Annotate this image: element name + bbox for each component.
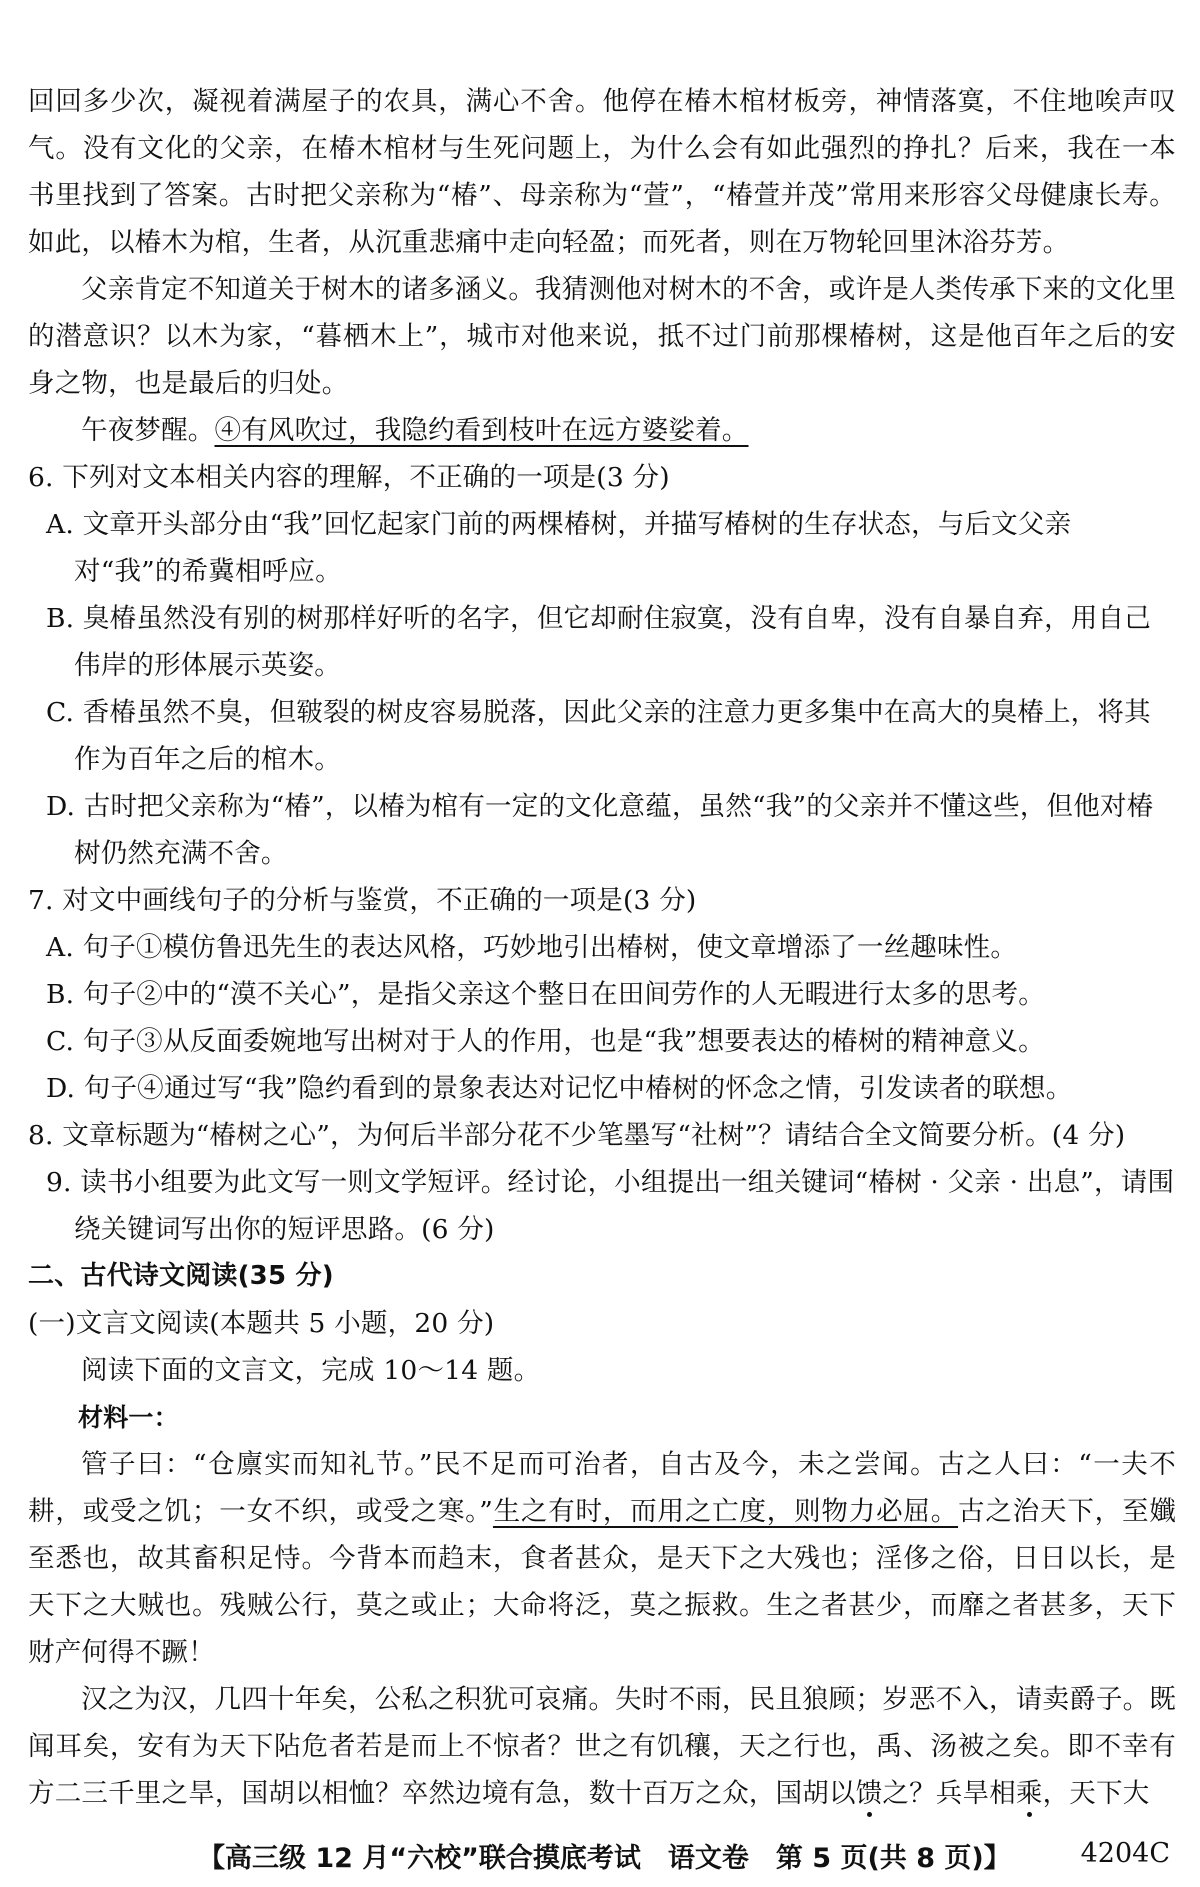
question-7-option-d: D. 句子④通过写“我”隐约看到的景象表达对记忆中椿树的怀念之情，引发读者的联想。 bbox=[46, 1073, 1073, 1104]
classical-text: 古之治天下，至孅至悉也，故其畜积足恃。今背本而趋末，食者甚众，是天下之大残也；淫侈之俗，日日以长，是天下之大贼也。残贼公行，莫之或止；大命将泛，莫之振救。生之者甚少，而靡之者甚多，天下财产何得不蹶！ bbox=[28, 1496, 1176, 1668]
material-label: 材料一： bbox=[78, 1403, 179, 1432]
passage-paragraph: 回回多少次，凝视着满屋子的农具，满心不舍。他停在椿木棺材板旁，神情落寞，不住地唉声叹气。没有文化的父亲，在椿木棺材与生死问题上，为什么会有如此强烈的挣扎？后来，我在一本书里找到了答案。古时把父亲称为“椿”、母亲称为“萱”，“椿萱并茂”常用来形容父母健康长寿。如此，以椿木为棺，生者，从沉重悲痛中走向轻盈；而死者，则在万物轮回里沐浴芬芳。 bbox=[28, 86, 1176, 258]
question-7-option-b: B. 句子②中的“漠不关心”，是指父亲这个整日在田间劳作的人无暇进行太多的思考。 bbox=[46, 979, 1045, 1010]
dotted-character: 乘 bbox=[1015, 1778, 1043, 1809]
question-6-option-a: A. 文章开头部分由“我”回忆起家门前的两棵椿树，并描写椿树的生存状态，与后文父亲对“我”的希冀相呼应。 bbox=[46, 509, 1072, 587]
subsection-title: (一)文言文阅读(本题共 5 小题，20 分) bbox=[28, 1308, 495, 1339]
classical-paragraph bbox=[28, 1676, 1176, 1817]
passage-text: 午夜梦醒。 bbox=[81, 415, 215, 446]
question-6-option-c: C. 香椿虽然不臭，但皲裂的树皮容易脱落，因此父亲的注意力更多集中在高大的臭椿上，将其作为百年之后的棺木。 bbox=[46, 697, 1151, 775]
question-7-stem: 7. 对文中画线句子的分析与鉴赏，不正确的一项是(3 分) bbox=[28, 885, 697, 916]
question-9: 9. 读书小组要为此文写一则文学短评。经讨论，小组提出一组关键词“椿树 · 父亲 · 出息”，请围绕关键词写出你的短评思路。(6 分) bbox=[46, 1167, 1175, 1245]
dotted-character: 馈 bbox=[855, 1778, 883, 1809]
classical-text: 管子曰：“仓廪实而知礼节。”民不足而可治者，自古及今，未之尝闻。古之人曰：“一夫不耕，或受之饥；一女不织，或受之寒。” bbox=[28, 1449, 1176, 1527]
classical-text: 之？兵旱相 bbox=[882, 1778, 1016, 1809]
question-7-option-a: A. 句子①模仿鲁迅先生的表达风格，巧妙地引出椿树，使文章增添了一丝趣味性。 bbox=[46, 932, 1018, 963]
classical-paragraph bbox=[28, 1441, 1176, 1676]
page-footer bbox=[0, 1836, 1200, 1876]
page-content bbox=[28, 78, 1176, 1817]
footer-paper-code: 4204C bbox=[1080, 1838, 1170, 1869]
classical-text: ，天下大 bbox=[1042, 1778, 1150, 1809]
question-6-option-b: B. 臭椿虽然没有别的树那样好听的名字，但它却耐住寂寞，没有自卑，没有自暴自弃，用自己伟岸的形体展示英姿。 bbox=[46, 603, 1151, 681]
question-6-option-d: D. 古时把父亲称为“椿”，以椿为棺有一定的文化意蕴，虽然“我”的父亲并不懂这些，但他对椿树仍然充满不舍。 bbox=[46, 791, 1154, 869]
section-title: 二、古代诗文阅读(35 分) bbox=[28, 1261, 334, 1291]
passage-paragraph bbox=[28, 407, 1176, 454]
underlined-classical-sentence: 生之有时，而用之亡度，则物力必屈。 bbox=[492, 1496, 959, 1527]
question-7-option-c: C. 句子③从反面委婉地写出树对于人的作用，也是“我”想要表达的椿树的精神意义。 bbox=[46, 1026, 1045, 1057]
underlined-sentence-4: ④有风吹过，我隐约看到枝叶在远方婆娑着。 bbox=[214, 415, 749, 446]
question-8: 8. 文章标题为“椿树之心”，为何后半部分花不少笔墨写“社树”？请结合全文简要分析。(4 分) bbox=[28, 1120, 1126, 1151]
footer-exam-title: 【高三级 12 月“六校”联合摸底考试 语文卷 第 5 页(共 8 页)】 bbox=[198, 1843, 1011, 1874]
classical-text: 汉之为汉，几四十年矣，公私之积犹可哀痛。失时不雨，民且狼顾；岁恶不入，请卖爵子。既闻耳矣，安有为天下阽危者若是而上不惊者？世之有饥穰，天之行也，禹、汤被之矣。即不幸有方二三千里之旱，国胡以相恤？卒然边境有急，数十百万之众，国胡以 bbox=[28, 1684, 1176, 1809]
passage-paragraph: 父亲肯定不知道关于树木的诸多涵义。我猜测他对树木的不舍，或许是人类传承下来的文化里的潜意识？以木为家，“暮栖木上”，城市对他来说，抵不过门前那棵椿树，这是他百年之后的安身之物，也是最后的归处。 bbox=[28, 274, 1176, 399]
reading-instruction: 阅读下面的文言文，完成 10～14 题。 bbox=[81, 1355, 541, 1386]
question-6-stem: 6. 下列对文本相关内容的理解，不正确的一项是(3 分) bbox=[28, 462, 670, 493]
